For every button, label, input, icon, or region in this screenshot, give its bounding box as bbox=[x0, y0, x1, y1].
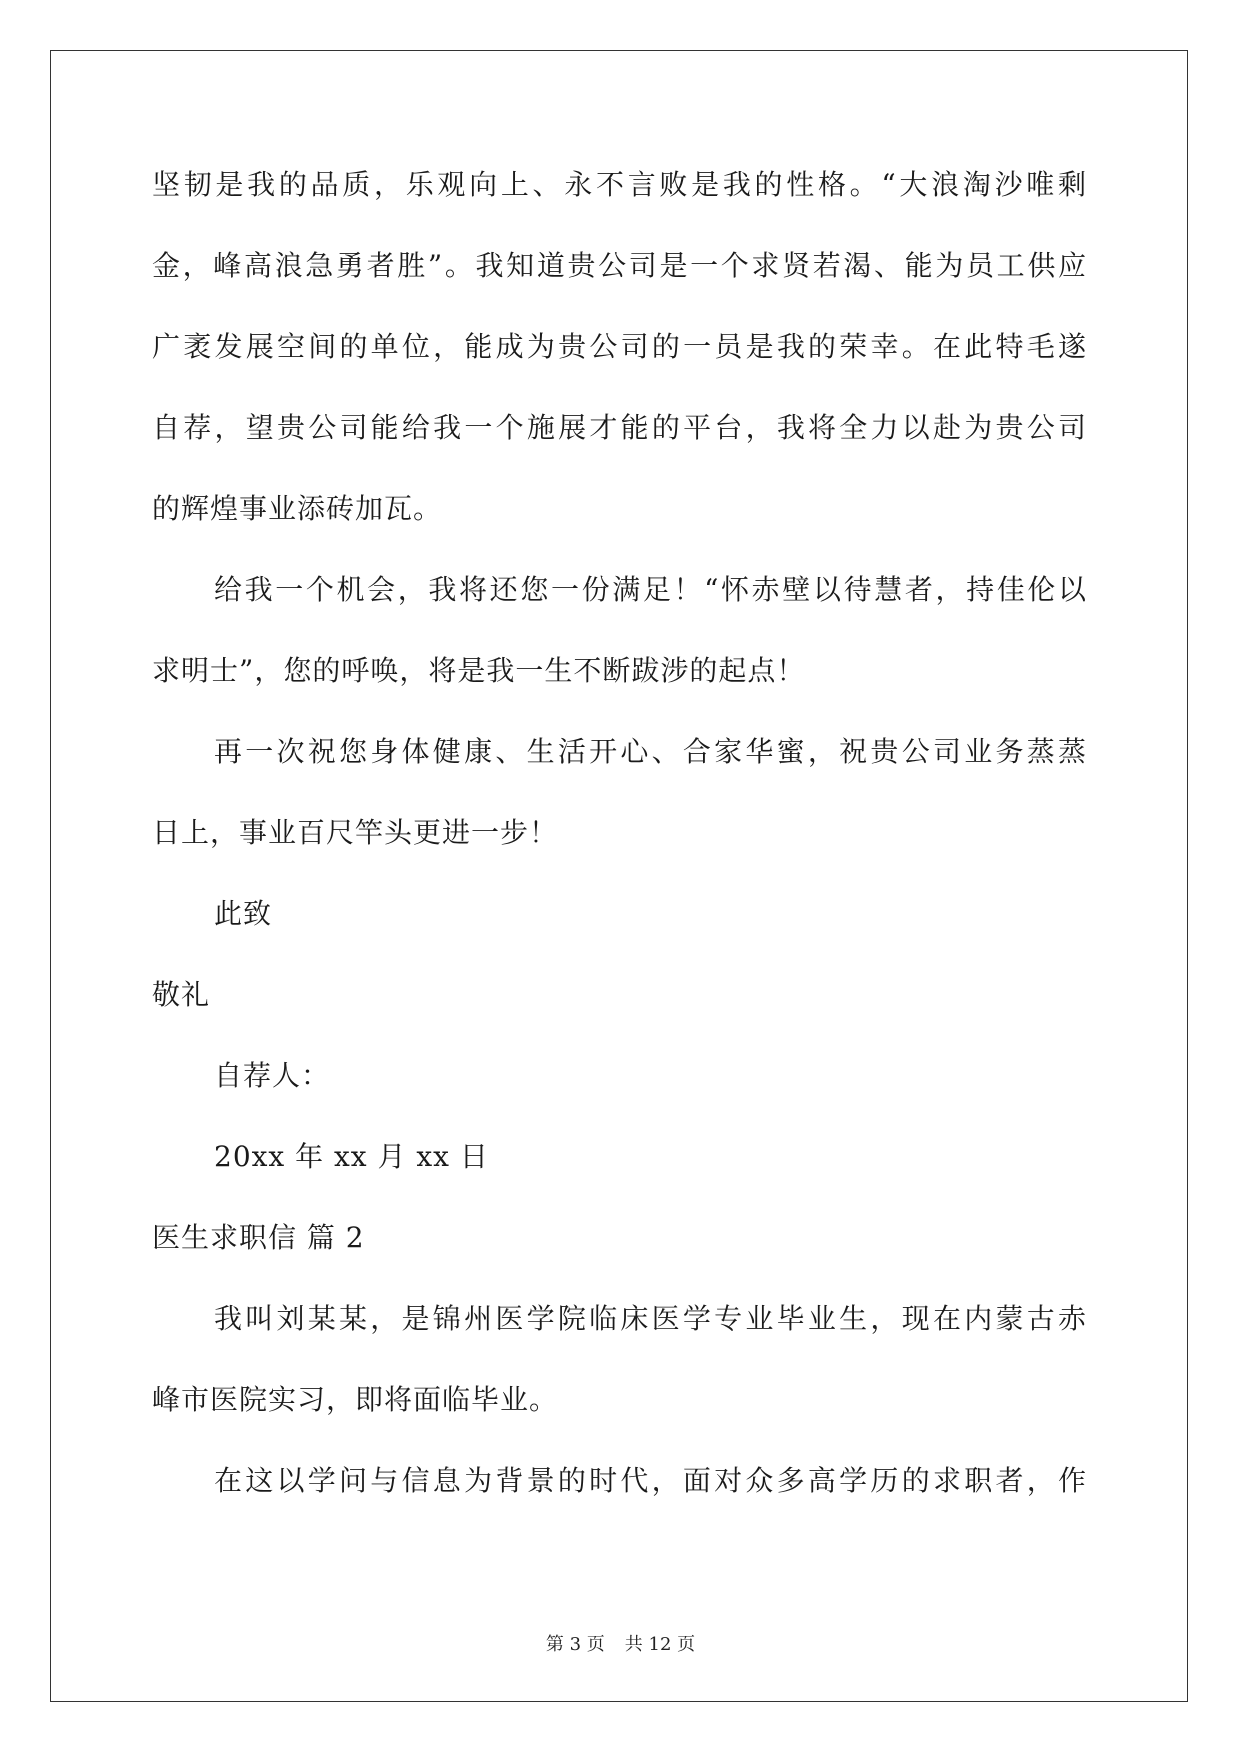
text-line bbox=[152, 1456, 1087, 1537]
line-text: 给我一个机会，我将还您一份满足！“怀赤壁以待慧者，持佳伦以 bbox=[214, 573, 1087, 606]
date-line bbox=[152, 1132, 1087, 1213]
paragraph-qualities bbox=[152, 160, 1087, 565]
text-line bbox=[152, 1132, 1087, 1213]
line-text: 日上，事业百尺竿头更进一步！ bbox=[152, 816, 559, 849]
line-text: 20xx 年 xx 月 xx 日 bbox=[214, 1140, 489, 1173]
page-footer bbox=[0, 1630, 1241, 1656]
closing-salutation bbox=[152, 889, 1087, 970]
paragraph-era bbox=[152, 1456, 1087, 1537]
page-number: 第 3 页 bbox=[545, 1634, 605, 1655]
text-line bbox=[152, 808, 1087, 889]
closing-regards bbox=[152, 970, 1087, 1051]
line-text: 求明士”，您的呼唤，将是我一生不断跋涉的起点！ bbox=[152, 654, 806, 687]
text-line bbox=[152, 646, 1087, 727]
text-line bbox=[152, 970, 1087, 1051]
line-text: 再一次祝您身体健康、生活开心、合家华蜜，祝贵公司业务蒸蒸 bbox=[214, 735, 1087, 768]
text-line bbox=[152, 889, 1087, 970]
text-line bbox=[152, 484, 1087, 565]
line-text: 广袤发展空间的单位，能成为贵公司的一员是我的荣幸。在此特毛遂 bbox=[152, 330, 1087, 363]
text-line bbox=[152, 1051, 1087, 1132]
line-text: 自荐人： bbox=[214, 1059, 331, 1092]
text-line bbox=[152, 565, 1087, 646]
line-text: 金，峰高浪急勇者胜”。我知道贵公司是一个求贤若渴、能为员工供应 bbox=[152, 249, 1087, 282]
text-line bbox=[152, 241, 1087, 322]
line-text: 我叫刘某某，是锦州医学院临床医学专业毕业生，现在内蒙古赤 bbox=[214, 1302, 1087, 1335]
paragraph-wishes bbox=[152, 727, 1087, 889]
text-line bbox=[152, 322, 1087, 403]
paragraph-opportunity bbox=[152, 565, 1087, 727]
line-text: 敬礼 bbox=[152, 978, 211, 1011]
text-line bbox=[152, 160, 1087, 241]
text-line bbox=[152, 1213, 1087, 1294]
line-text: 的辉煌事业添砖加瓦。 bbox=[152, 492, 443, 525]
line-text: 医生求职信 篇 2 bbox=[152, 1221, 365, 1254]
line-text: 此致 bbox=[214, 897, 273, 930]
page-total: 共 12 页 bbox=[624, 1634, 696, 1655]
line-text: 在这以学问与信息为背景的时代，面对众多高学历的求职者，作 bbox=[214, 1464, 1087, 1497]
line-text: 坚韧是我的品质，乐观向上、永不言败是我的性格。“大浪淘沙唯剩 bbox=[152, 168, 1087, 201]
paragraph-introduction bbox=[152, 1294, 1087, 1456]
text-line bbox=[152, 727, 1087, 808]
signature-line bbox=[152, 1051, 1087, 1132]
text-line bbox=[152, 1294, 1087, 1375]
section-heading bbox=[152, 1213, 1087, 1294]
text-line bbox=[152, 1375, 1087, 1456]
line-text: 自荐，望贵公司能给我一个施展才能的平台，我将全力以赴为贵公司 bbox=[152, 411, 1087, 444]
document-body bbox=[152, 160, 1087, 1537]
text-line bbox=[152, 403, 1087, 484]
line-text: 峰市医院实习，即将面临毕业。 bbox=[152, 1383, 559, 1416]
